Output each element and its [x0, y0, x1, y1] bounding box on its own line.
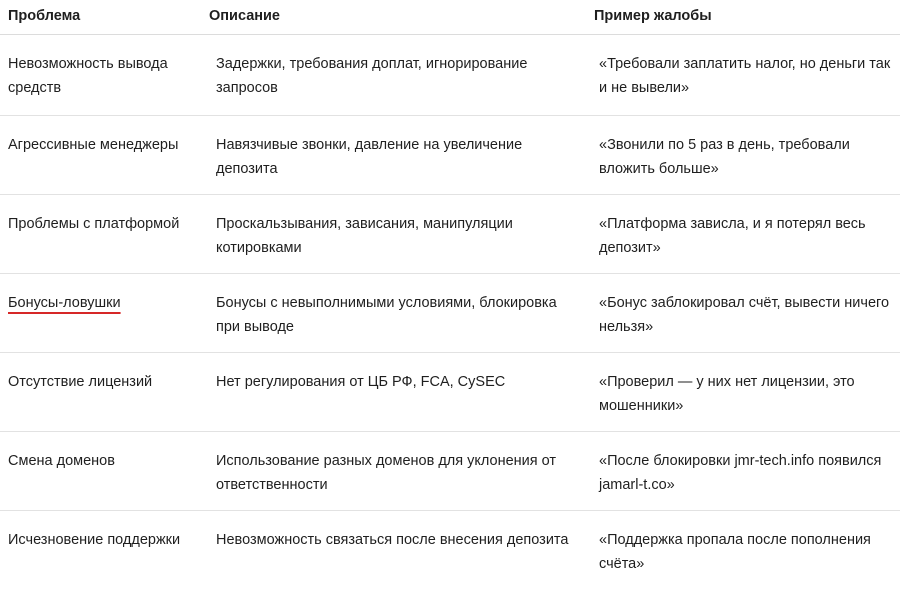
cell-problem: Невозможность вывода средств: [0, 34, 208, 115]
cell-problem: Проблемы с платформой: [0, 194, 208, 273]
table-body: [0, 34, 900, 590]
table-row: [0, 273, 900, 352]
cell-problem: Агрессивные менеджеры: [0, 115, 208, 194]
cell-example: «Поддержка пропала после пополнения счёта»: [599, 531, 871, 572]
cell-example: «Бонус заблокировал счёт, вывести ничего нельзя»: [592, 273, 900, 352]
cell-description: Навязчивые звонки, давление на увеличение депозита: [208, 115, 592, 194]
table-row: [0, 431, 900, 510]
header-example: Пример жалобы: [592, 0, 900, 34]
cell-description: Использование разных доменов для уклонения от ответственности: [208, 431, 592, 510]
header-problem: Проблема: [0, 0, 208, 34]
table-row: [0, 194, 900, 273]
cell-description: Бонусы с невыполнимыми условиями, блокировка при выводе: [208, 273, 592, 352]
table-header: [0, 0, 900, 34]
table-row: [0, 352, 900, 431]
cell-problem: Исчезновение поддержки: [8, 531, 181, 548]
header-row: [0, 0, 900, 34]
cell-problem: Отсутствие лицензий: [0, 352, 208, 431]
table-row: [0, 510, 900, 590]
cell-problem: [0, 273, 208, 352]
cell-example: «Платформа зависла, и я потерял весь депозит»: [592, 194, 900, 273]
cell-description: Проскальзывания, зависания, манипуляции котировками: [208, 194, 592, 273]
cell-example: «После блокировки jmr-tech.info появился jamarl-t.co»: [592, 431, 900, 510]
spellcheck-underlined-text: Бонусы-ловушки: [8, 294, 121, 311]
cell-example: «Звонили по 5 раз в день, требовали вложить больше»: [592, 115, 900, 194]
cell-example: «Проверил — у них нет лицензии, это мошенники»: [592, 352, 900, 431]
table-row: [0, 115, 900, 194]
cell-problem: Смена доменов: [0, 431, 208, 510]
table-row: [0, 34, 900, 115]
cell-description: Нет регулирования от ЦБ РФ, FCA, CySEC: [208, 352, 592, 431]
cell-description: Задержки, требования доплат, игнорирование запросов: [208, 34, 592, 115]
header-description: Описание: [208, 0, 592, 34]
cell-description: Невозможность связаться после внесения депозита: [216, 531, 569, 548]
cell-example: «Требовали заплатить налог, но деньги так и не вывели»: [592, 34, 900, 115]
